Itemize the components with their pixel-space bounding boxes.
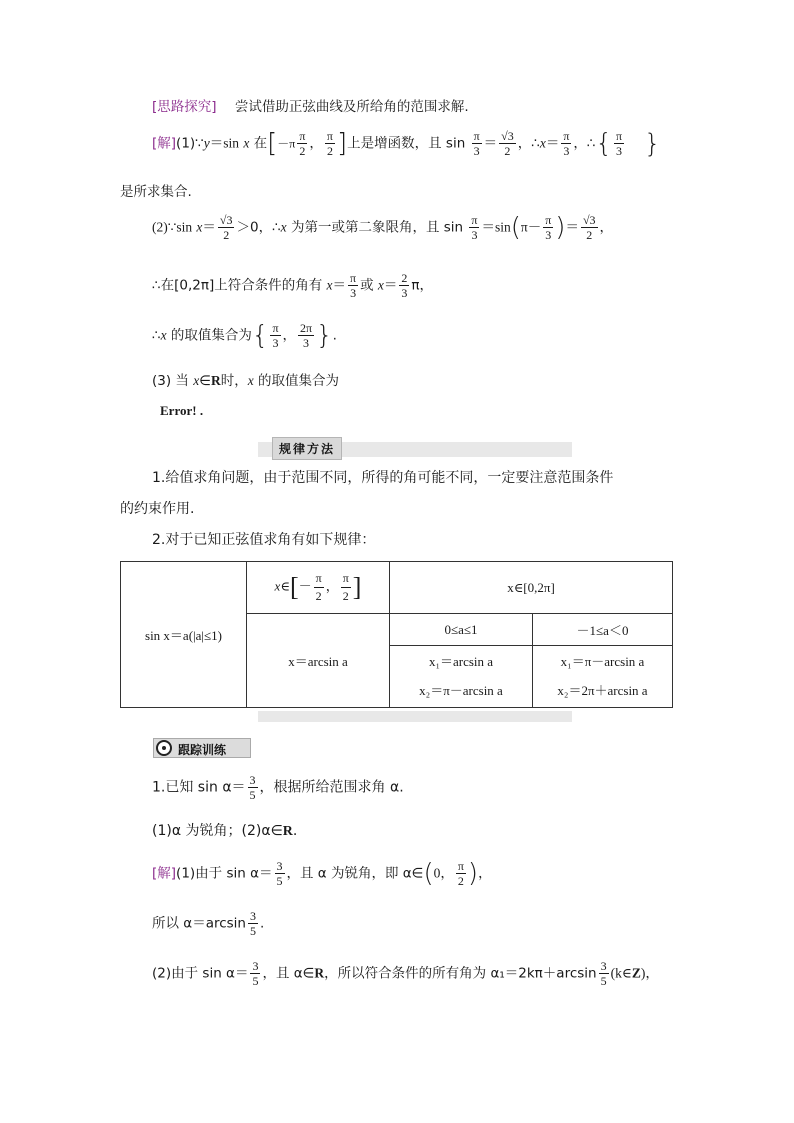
thinking-line (152, 101, 469, 115)
solution-line-1-cont: 是所求集合. (120, 184, 192, 200)
exercise-s3: (2)由于 sin α＝ $\frac{3}{5}$ ，且 α∈R，所以符合条件的所有角为 α₁＝2kπ＋arcsin $\frac{3}{5}$ (k∈Z)， (152, 959, 659, 988)
thinking-tag: [思路探究] (152, 99, 217, 115)
error-text: Error! . (160, 403, 204, 418)
table-sub1: 0≤a≤1 (390, 614, 533, 646)
solution-line-3: ∴在[0,2π]上符合条件的角有 x＝ $\frac{\pi}{3}$ 或 x＝ $\frac{2}{3}$ π， (152, 271, 434, 300)
training-label: 跟踪训练 (178, 743, 227, 757)
rules-band-label: 规律方法 (272, 437, 342, 460)
table-col2-header: x∈[0,2π] (390, 562, 673, 614)
rule-2: 2.对于已知正弦值求角有如下规律： (152, 532, 376, 548)
table-cell-sub1: x₁＝arcsin a x₂＝π－arcsin a (390, 646, 533, 708)
table-col1-header: x∈[－ $\frac{\pi}{2}$ ， $\frac{\pi}{2}$ ] (247, 562, 390, 614)
thinking-hint: 尝试借助正弦曲线及所给角的范围求解. (234, 99, 469, 115)
target-icon (156, 740, 172, 756)
exercise-q1: 1.已知 sin α＝ $\frac{3}{5}$ ，根据所给范围求角 α. (152, 773, 404, 802)
table-left-header: sin x＝a(|a|≤1) (121, 562, 247, 708)
solution-line-5: (3) 当 x∈R时，x 的取值集合为 (152, 373, 340, 389)
table-sub2: －1≤a＜0 (533, 614, 673, 646)
table-cell-sub2: x₁＝π－arcsin a x₂＝2π＋arcsin a (533, 646, 673, 708)
rules-table (120, 561, 673, 708)
exercise-solution-tag: [解] (152, 865, 177, 882)
training-badge (153, 738, 251, 758)
solution-line-4: ∴x 的取值集合为{ $\frac{\pi}{3}$ ， $\frac{2\pi}{3}$ }. (152, 320, 337, 351)
frac-pi-2: $\frac{\pi}{2}$ (299, 129, 306, 158)
table-bottom-band (258, 711, 572, 722)
table-col1-value: x＝arcsin a (247, 614, 390, 708)
exercise-s1: [解](1)由于 sin α＝ $\frac{3}{5}$ ，且 α 为锐角，即 α∈(0， $\frac{\pi}{2}$ )， (152, 858, 492, 889)
exercise-s2: 所以 α＝arcsin $\frac{3}{5}$ . (152, 909, 265, 938)
rule-1-line-1: 1.给值求角问题，由于范围不同，所得的角可能不同，一定要注意范围条件 (152, 470, 614, 486)
exercise-q2: (1)α 为锐角；(2)α∈R. (152, 823, 298, 839)
solution-tag: [解] (152, 135, 177, 152)
solution-line-2: (2)∵sin x＝ $\frac{√3}{2}$ ＞0，∴x 为第一或第二象限角，且 sin $\frac{\pi}{3}$ ＝sin(π－ $\frac{\pi}{3}$ )＝ $\frac{√3}{2}$ ， (152, 212, 614, 243)
solution-line-1: [解](1)∵y＝sin x 在[－π $\frac{\pi}{2}$ ， $\frac{\pi}{2}$ ]上是增函数，且 sin $\frac{\pi}{3}$ ＝ $\frac{√3}{2}$ ，∴x＝ $\frac{\pi}{3}$ ，∴{ $\frac{\pi}{3}$ } (152, 128, 661, 159)
rule-1-line-2: 的约束作用. (120, 501, 195, 517)
